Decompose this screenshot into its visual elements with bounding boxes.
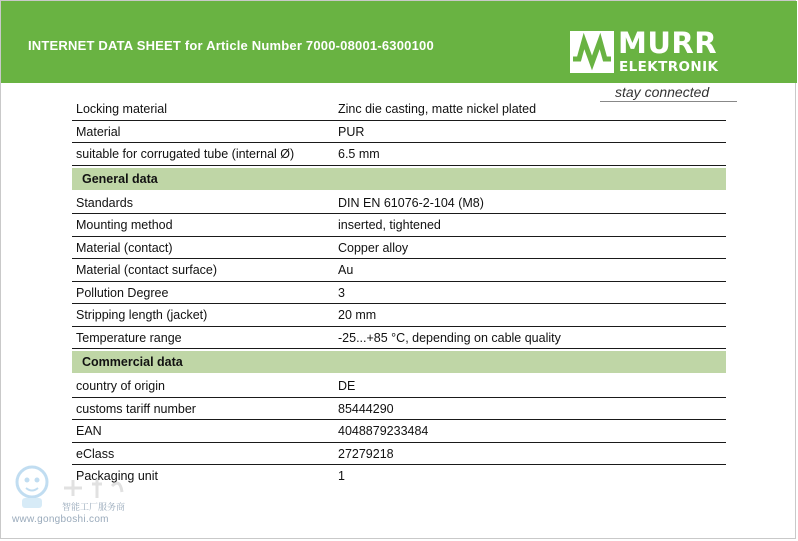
section-title: General data — [82, 171, 158, 186]
table-row — [72, 375, 726, 398]
row-label: Material (contact) — [76, 240, 173, 255]
table-row — [72, 237, 726, 260]
murr-elektronik-logo — [570, 26, 720, 75]
row-value: inserted, tightened — [338, 218, 441, 232]
row-value: 3 — [338, 285, 345, 300]
row-label: customs tariff number — [76, 401, 196, 416]
section-header-commercial — [72, 351, 726, 373]
data-sheet-table — [72, 98, 726, 488]
row-value: 4048879233484 — [338, 424, 429, 438]
row-value: 85444290 — [338, 401, 394, 416]
table-row — [72, 443, 726, 466]
logo-text-murr: MURR — [618, 26, 718, 60]
table-row — [72, 420, 726, 443]
section-header-general — [72, 168, 726, 190]
row-label: Locking material — [76, 102, 168, 116]
row-label: Standards — [76, 195, 133, 210]
row-label: Packaging unit — [76, 469, 159, 483]
murr-logo-icon — [570, 29, 614, 75]
watermark-cn-text: 智能工厂服务商 — [62, 502, 126, 512]
row-value: DE — [338, 379, 356, 393]
row-value: 27279218 — [338, 446, 394, 461]
table-row — [72, 259, 726, 282]
table-row — [72, 282, 726, 305]
table-row — [72, 214, 726, 237]
table-row — [72, 143, 726, 166]
tagline: stay connected — [615, 84, 710, 100]
logo-text-elektronik: ELEKTRONIK — [619, 59, 719, 75]
row-label: country of origin — [76, 379, 165, 393]
row-value: 1 — [338, 469, 345, 483]
table-row — [72, 98, 726, 121]
row-label: suitable for corrugated tube (internal Ø) — [76, 147, 295, 161]
row-value: Au — [338, 263, 354, 277]
row-value: PUR — [338, 124, 365, 139]
watermark-url: www.gongboshi.com — [12, 514, 109, 525]
table-row — [72, 327, 726, 350]
row-label: Material — [76, 124, 121, 139]
row-label: eClass — [76, 446, 115, 461]
page-title: INTERNET DATA SHEET for Article Number 7000-08001-6300100 — [28, 38, 434, 53]
row-label: Material (contact surface) — [76, 263, 218, 277]
row-label: Mounting method — [76, 218, 173, 232]
row-value: Copper alloy — [338, 240, 409, 255]
table-row — [72, 465, 726, 488]
section-title: Commercial data — [82, 355, 183, 369]
row-label: Temperature range — [76, 330, 182, 345]
table-row — [72, 121, 726, 144]
row-label: Pollution Degree — [76, 285, 169, 300]
row-label: EAN — [76, 424, 102, 438]
table-row — [72, 398, 726, 421]
row-value: Zinc die casting, matte nickel plated — [338, 102, 537, 116]
row-value: 20 mm — [338, 308, 377, 322]
table-row — [72, 304, 726, 327]
row-label: Stripping length (jacket) — [76, 308, 208, 322]
row-value: 6.5 mm — [338, 147, 380, 161]
table-row — [72, 192, 726, 215]
row-value: DIN EN 61076-2-104 (M8) — [338, 195, 484, 210]
row-value: -25...+85 °C, depending on cable quality — [338, 330, 561, 345]
